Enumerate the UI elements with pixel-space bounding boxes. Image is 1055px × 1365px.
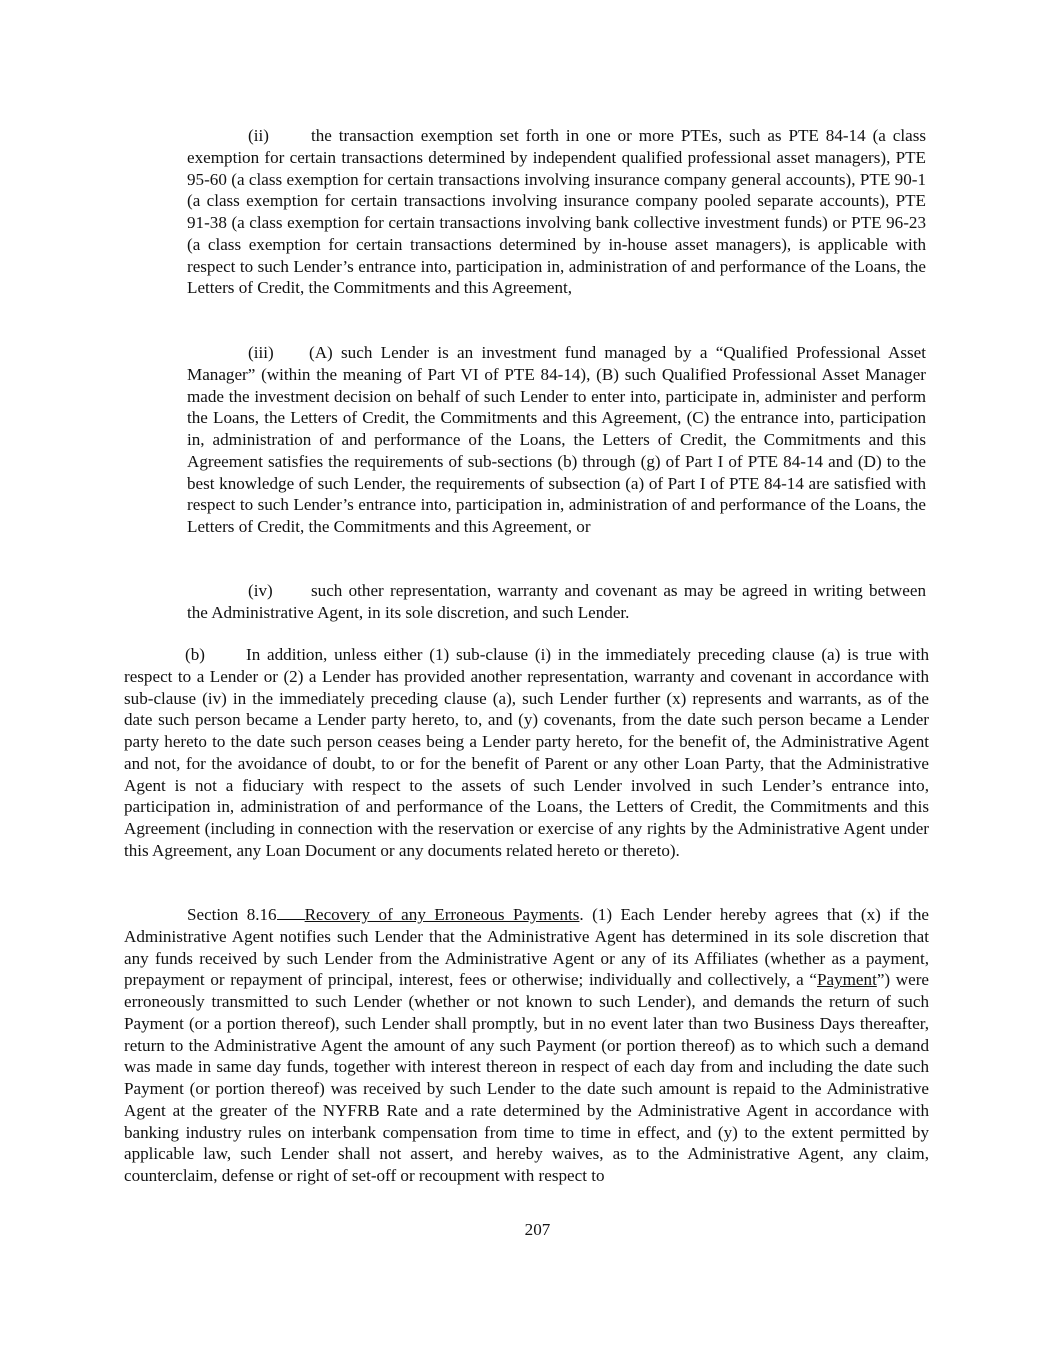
clause-iv-paragraph — [187, 580, 926, 624]
clause-b-paragraph — [124, 644, 929, 862]
clause-iii-text: (A) such Lender is an investment fund managed by a “Qualified Professional Asset Manager” (within the meaning of Part VI of PTE 84-14), (B) such Qualified Professional Asset Manager made the investment decision on behalf of such Lender to enter into, participate in, administer and perform the Loans, the Letters of Credit, the Commitments and this Agreement, (C) the entrance into, participation in, administration of and performance of the Loans, the Letters of Credit, the Commitments and this Agreement satisfies the requirements of sub-sections (b) through (g) of Part I of PTE 84-14 and (D) to the best knowledge of such Lender, the requirements of subsection (a) of Part I of PTE 84-14 are satisfied with respect to such Lender’s entrance into, participation in, administration of and performance of the Loans, the Letters of Credit, the Commitments and this Agreement, or — [187, 343, 926, 536]
section-8-16-title: Recovery of any Erroneous Payments — [304, 905, 580, 924]
section-8-16-number: Section 8.16 — [187, 905, 277, 924]
clause-ii-text: the transaction exemption set forth in one or more PTEs, such as PTE 84-14 (a class exemption for certain transactions determined by independent qualified professional asset managers), PTE 95-60 (a class exemption for certain transactions involving insurance company general accounts), PTE 90-1 (a class exemption for certain transactions involving insurance company pooled separate accounts), PTE 91-38 (a class exemption for certain transactions involving bank collective investment funds) or PTE 96-23 (a class exemption for certain transactions determined by in-house asset managers), is applicable with respect to such Lender’s entrance into, participation in, administration of and performance of the Loans, the Letters of Credit, the Commitments and this Agreement, — [187, 126, 926, 298]
clause-iii-paragraph — [187, 342, 926, 538]
section-tab-underline — [277, 919, 305, 920]
clause-ii-label: (ii) — [248, 126, 269, 145]
defined-term-payment: Payment — [817, 970, 877, 990]
page-number: 207 — [524, 1220, 551, 1239]
clause-iii-label: (iii) — [248, 343, 274, 362]
clause-iv-text: such other representation, warranty and covenant as may be agreed in writing between the Administrative Agent, in its sole discretion, and such Lender. — [187, 581, 926, 622]
section-8-16-paragraph — [124, 904, 929, 1187]
clause-iv-label: (iv) — [248, 581, 273, 600]
clause-b-text: In addition, unless either (1) sub-clause (i) in the immediately preceding clause (a) is true with respect to a Lender or (2) a Lender has provided another representation, warranty and covenant in accordance with sub-clause (iv) in the immediately preceding clause (a), such Lender further (x) represents and warrants, as of the date such person became a Lender party hereto, to, and (y) covenants, from the date such person became a Lender party hereto to the date such person ceases being a Lender party hereto, for the benefit of, the Administrative Agent and not, for the avoidance of doubt, to or for the benefit of Parent or any other Loan Party, that the Administrative Agent is not a fiduciary with respect to the assets of such Lender involved in such Lender’s entrance into, participation in, administration of and performance of the Loans, the Letters of Credit, the Commitments and this Agreement (including in connection with the reservation or exercise of any rights by the Administrative Agent under this Agreement, any Loan Document or any documents related hereto or thereto). — [124, 645, 929, 860]
section-8-16-text-after: ”) were erroneously transmitted to such Lender (whether or not known to such Lender), and demands the return of such Payment (or a portion thereof), such Lender shall promptly, but in no event later than two Business Days thereafter, return to the Administrative Agent the amount of any such Payment (or portion thereof) as to which such a demand was made in same day funds, together with interest thereon in respect of each day from and including the date such Payment (or portion thereof) was received by such Lender to the date such amount is repaid to the Administrative Agent at the greater of the NYFRB Rate and a rate determined by the Administrative Agent in accordance with banking industry rules on interbank compensation from time to time in effect, and (y) to the extent permitted by applicable law, such Lender shall not assert, and hereby waives, as to the Administrative Agent, any claim, counterclaim, defense or right of set-off or recoupment with respect to — [124, 970, 929, 1185]
section-8-16-text-before: . (1) Each Lender hereby agrees that (x) if the Administrative Agent notifies such Lender that the Administrative Agent has determined in its sole discretion that any funds received by such Lender from the Administrative Agent or any of its Affiliates (whether as a payment, prepayment or repayment of principal, interest, fees or otherwise; individually and collectively, a “ — [124, 905, 929, 990]
clause-b-label: (b) — [185, 645, 205, 664]
clause-ii-paragraph — [187, 125, 926, 299]
